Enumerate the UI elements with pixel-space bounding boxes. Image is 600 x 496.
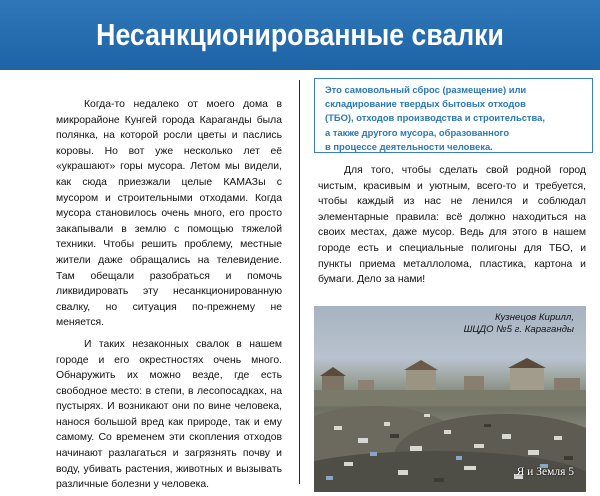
definition-line: а также другого мусора, образованного xyxy=(325,126,510,138)
definition-line: (ТБО), отходов производства и строительства, xyxy=(325,112,545,124)
definition-line: Это самовольный сброс (размещение) или xyxy=(325,84,527,95)
definition-line: в процессе деятельности человека. xyxy=(325,140,493,152)
column-divider xyxy=(299,80,300,484)
right-column-text xyxy=(318,163,586,288)
photo-credit xyxy=(464,312,574,336)
photo-school: ШЦДО №5 г. Караганды xyxy=(463,324,574,335)
header-banner xyxy=(0,0,600,70)
page-title: Несанкционированные свалки xyxy=(96,17,504,52)
left-paragraph-1: Когда-то недалеко от моего дома в микрорайоне Кунгей города Караганды была полянка, на которой росли цветы и паслись коровы. Но вот уже несколько лет её «украшают» горы мусора. Летом мы видели, как сюда приезжали целые КАМАЗы с мусором и строительными отходами. Когда мусора становилось очень много, его просто закапывали в землю с помощью тяжелой техники. Чтобы решить проблему, местные жители даже обращались на телевидение. Там обещали разобраться и помочь ликвидировать эту несанкционированную свалку, но ситуация по-прежнему не меняется. xyxy=(56,99,282,329)
left-paragraph-2: И таких незаконных свалок в нашем городе и его окрестностях очень много. Обнаружить их можно везде, где есть свободное место: в степи, в лесопосадках, на пустырях. И возникают они по вине человека, нанося большой вред как природе, так и ему самому. Со временем эти скопления отходов начинают разлагаться и загрязнять почву и воду, убивать растения, животных и вызывать различные болезни у человека. xyxy=(56,338,282,491)
landfill-photo xyxy=(314,306,586,492)
definition-line: складирование твердых бытовых отходов xyxy=(325,98,526,110)
definition-box xyxy=(314,78,593,153)
photo-author: Кузнецов Кирилл, xyxy=(494,312,574,323)
left-column-text xyxy=(56,97,282,493)
right-paragraph: Для того, чтобы сделать свой родной город чистым, красивым и уютным, всего-то и требуется, чтобы каждый из нас не ленился и соблюдал элементарные правила: всё должно находиться на своих местах, даже мусор. Ведь для этого в нашем городе есть и специальные полигоны для ТБО, и пункты приема металлолома, пластика, картона и бумаги. Дело за нами! xyxy=(318,165,586,286)
page-footer: Я и Земля 5 xyxy=(516,466,574,478)
